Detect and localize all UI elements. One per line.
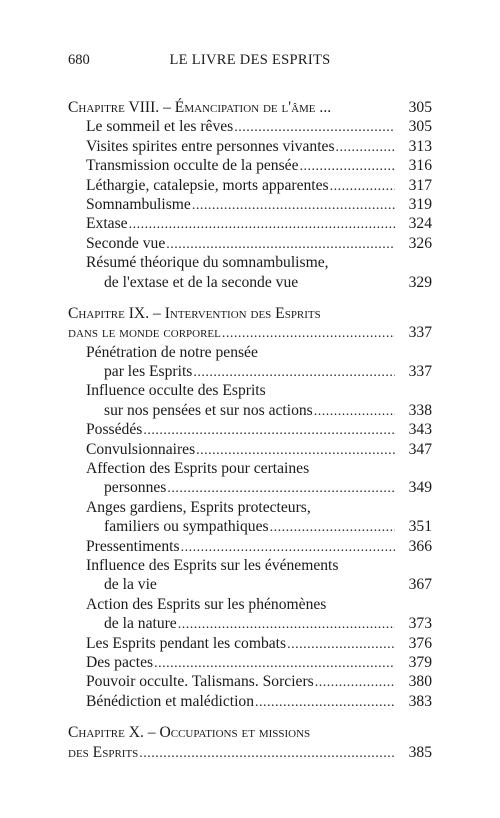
toc-page-number: 305 bbox=[408, 118, 432, 136]
toc-entry-line bbox=[68, 614, 432, 633]
toc-entry-title: Extase bbox=[86, 215, 128, 233]
dot-leader bbox=[300, 157, 396, 176]
chapter-gap bbox=[68, 711, 432, 723]
toc-page-number: 373 bbox=[408, 615, 432, 633]
toc-entry-line bbox=[68, 478, 432, 497]
toc-entry-line bbox=[68, 381, 432, 400]
dot-leader bbox=[314, 402, 395, 421]
toc-page-number: 366 bbox=[408, 537, 432, 555]
dot-leader bbox=[234, 118, 395, 137]
toc-entry-title: Des pactes bbox=[86, 653, 154, 671]
toc-entry-line bbox=[68, 517, 432, 536]
dot-leader bbox=[196, 441, 395, 460]
toc-entry-line bbox=[68, 343, 432, 362]
toc-entry-line bbox=[68, 401, 432, 420]
toc-entry-title: sur nos pensées et sur nos actions bbox=[104, 401, 313, 419]
toc-page-number: 317 bbox=[408, 176, 432, 194]
toc-entry-line bbox=[68, 420, 432, 439]
toc-entry-line bbox=[68, 692, 432, 711]
toc-page-number: 385 bbox=[408, 743, 432, 761]
toc-entry-line bbox=[68, 234, 432, 253]
toc-page-number: 379 bbox=[408, 653, 432, 671]
toc-chapter-line bbox=[68, 98, 432, 117]
toc-entry-title: Convulsionnaires bbox=[86, 440, 196, 458]
toc-entry-line bbox=[68, 362, 432, 381]
toc-entry-line bbox=[68, 537, 432, 556]
toc-entry-title: de l'extase et de la seconde vue bbox=[104, 273, 299, 291]
dot-leader bbox=[143, 421, 395, 440]
toc-entry-title: Chapitre IX. – Intervention des Esprits bbox=[68, 304, 321, 322]
table-of-contents bbox=[68, 98, 432, 762]
dot-leader bbox=[129, 215, 395, 234]
toc-page-number: 351 bbox=[408, 518, 432, 536]
toc-entry-title: de la nature bbox=[104, 615, 177, 633]
toc-chapter-line bbox=[68, 743, 432, 762]
toc-entry-title: Influence des Esprits sur les événements bbox=[86, 556, 339, 574]
toc-entry-title: Somnambulisme bbox=[86, 195, 191, 213]
running-title: LE LIVRE DES ESPRITS bbox=[169, 52, 331, 68]
toc-entry-line bbox=[68, 156, 432, 175]
dot-leader bbox=[330, 177, 395, 196]
dot-leader bbox=[167, 479, 395, 498]
dot-leader bbox=[192, 196, 395, 215]
toc-entry-title: Action des Esprits sur les phénomènes bbox=[86, 595, 327, 613]
toc-entry-title: Anges gardiens, Esprits protecteurs, bbox=[86, 498, 311, 516]
toc-entry-title: Léthargie, catalepsie, morts apparentes bbox=[86, 176, 329, 194]
toc-entry-title: par les Esprits bbox=[104, 363, 193, 381]
toc-page-number: 313 bbox=[408, 137, 432, 155]
dot-leader bbox=[139, 744, 395, 763]
toc-entry-title: de la vie bbox=[104, 576, 157, 594]
toc-entry-line bbox=[68, 176, 432, 195]
dot-leader bbox=[287, 635, 395, 654]
toc-page-number: 337 bbox=[408, 324, 432, 342]
toc-entry-line bbox=[68, 653, 432, 672]
toc-entry-title: dans le monde corporel bbox=[68, 324, 221, 342]
toc-entry-title: Influence occulte des Esprits bbox=[86, 382, 266, 400]
dot-leader bbox=[315, 673, 395, 692]
toc-entry-title: Seconde vue bbox=[86, 234, 166, 252]
toc-entry-title: Affection des Esprits pour certaines bbox=[86, 460, 310, 478]
dot-leader bbox=[270, 518, 395, 537]
dot-leader bbox=[166, 235, 395, 254]
toc-entry-line bbox=[68, 273, 432, 292]
toc-entry-title: Les Esprits pendant les combats bbox=[86, 634, 287, 652]
toc-chapter-line bbox=[68, 323, 432, 342]
toc-entry-title: Le sommeil et les rêves bbox=[86, 118, 234, 136]
toc-entry-line bbox=[68, 556, 432, 575]
toc-chapter-line bbox=[68, 723, 432, 742]
toc-entry-line bbox=[68, 214, 432, 233]
toc-page-number: 337 bbox=[408, 363, 432, 381]
chapter-gap bbox=[68, 292, 432, 304]
toc-page-number: 380 bbox=[408, 673, 432, 691]
toc-page-number: 383 bbox=[408, 692, 432, 710]
dot-leader bbox=[336, 138, 395, 157]
page-number: 680 bbox=[68, 52, 90, 68]
toc-entry-line bbox=[68, 595, 432, 614]
toc-page-number: 305 bbox=[408, 99, 432, 116]
toc-page-number: 367 bbox=[408, 576, 432, 594]
toc-page-number: 316 bbox=[408, 157, 432, 175]
toc-entry-line bbox=[68, 253, 432, 272]
dot-leader bbox=[193, 363, 395, 382]
toc-entry-line bbox=[68, 575, 432, 594]
toc-entry-title: Résumé théorique du somnambulisme, bbox=[86, 254, 329, 272]
toc-entry-line bbox=[68, 459, 432, 478]
dot-leader bbox=[181, 538, 395, 557]
dot-leader bbox=[154, 654, 395, 673]
toc-page-number: 338 bbox=[408, 401, 432, 419]
toc-entry-title: personnes bbox=[104, 479, 167, 497]
dot-leader bbox=[255, 693, 395, 712]
toc-page-number: 347 bbox=[408, 440, 432, 458]
page-header bbox=[68, 52, 432, 72]
toc-entry-title: des Esprits bbox=[68, 743, 139, 761]
toc-entry-line bbox=[68, 440, 432, 459]
toc-page-number: 329 bbox=[408, 273, 432, 291]
toc-page-number: 319 bbox=[408, 195, 432, 213]
toc-entry-line bbox=[68, 137, 432, 156]
toc-page-number: 343 bbox=[408, 421, 432, 439]
toc-page-number: 326 bbox=[408, 234, 432, 252]
toc-page-number: 324 bbox=[408, 215, 432, 233]
toc-page-number: 376 bbox=[408, 634, 432, 652]
toc-entry-line bbox=[68, 195, 432, 214]
dot-leader bbox=[178, 615, 395, 634]
toc-entry-title: Visites spirites entre personnes vivantes bbox=[86, 137, 335, 155]
toc-entry-title: Pouvoir occulte. Talismans. Sorciers bbox=[86, 673, 314, 691]
toc-entry-line bbox=[68, 498, 432, 517]
toc-entry-title: Chapitre VIII. – Émancipation de l'âme ... bbox=[68, 99, 332, 116]
toc-entry-title: Transmission occulte de la pensée bbox=[86, 157, 299, 175]
toc-entry-title: Pressentiments bbox=[86, 537, 180, 555]
toc-entry-line bbox=[68, 634, 432, 653]
toc-chapter-line bbox=[68, 304, 432, 323]
toc-entry-title: Chapitre X. – Occupations et missions bbox=[68, 724, 311, 742]
toc-entry-title: Bénédiction et malédiction bbox=[86, 692, 255, 710]
toc-page-number: 349 bbox=[408, 479, 432, 497]
dot-leader bbox=[222, 324, 395, 343]
toc-entry-title: familiers ou sympathiques bbox=[104, 518, 269, 536]
toc-entry-title: Possédés bbox=[86, 421, 143, 439]
toc-entry-line bbox=[68, 117, 432, 136]
toc-entry-title: Pénétration de notre pensée bbox=[86, 343, 258, 361]
toc-entry-line bbox=[68, 672, 432, 691]
